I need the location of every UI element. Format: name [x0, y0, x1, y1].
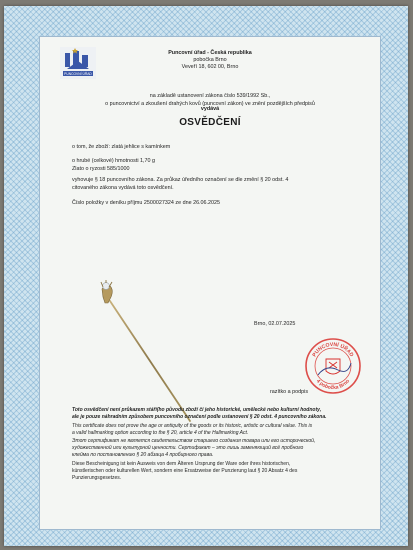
issuer-address: Veveří 18, 602 00, Brno: [181, 64, 239, 70]
signature-label: razítko a podpis: [270, 389, 309, 395]
certificate-body: [39, 36, 381, 530]
disclaimer-line: a valid hallmarking option according to the § 20, article 4 of the Hallmarking Act.: [72, 429, 249, 436]
disclaimer-cs: [72, 407, 364, 421]
issued-label: vydává: [200, 106, 220, 112]
fineness-line: Zlato o ryzosti 585/1000: [72, 165, 130, 172]
svg-text:PUNCOVNÍ ÚŘAD: PUNCOVNÍ ÚŘAD: [64, 72, 92, 77]
legal-basis-line: o puncovnictví a zkoušení drahých kovů (puncovní zákon) ve znění pozdějších předpisů: [105, 101, 315, 107]
disclaimer-ru: [72, 438, 364, 459]
disclaimer-line: This certificate does not prove the age or antiquity of the goods or its historic, artistic or cultural value. This is: [72, 422, 313, 429]
disclaimer-line: ale je pouze náhradním způsobem puncovního označení podle ustanovení § 20 odst. 4 puncovního zákona.: [72, 414, 327, 420]
subject-text: o tom, že zboží: zlatá jehlice s kamínkem: [72, 144, 171, 150]
record-number: Číslo položky v deníku příjmu 2500027324 ze dne 26.06.2025: [72, 200, 221, 206]
issuer-name: Puncovní úřad - Česká republika: [168, 50, 252, 56]
disclaimer: [72, 407, 364, 483]
disclaimer-line: клейма по постановлению § 20 абзаца 4 пробирного права.: [72, 452, 214, 459]
place-date: Brno, 02.07.2025: [254, 321, 296, 327]
compliance-text: [72, 177, 372, 192]
disclaimer-line: Punzierungsgesetzes.: [72, 474, 122, 481]
disclaimer-line: Diese Bescheinigung ist kein Ausweis von dem Älteren Ursprung der Ware oder ihres historischen,: [72, 460, 291, 467]
issuer-header: [40, 50, 380, 71]
certificate-title: OSVĚDČENÍ: [179, 117, 241, 128]
compliance-line: citovaného zákona vydává toto osvědčení.: [72, 184, 174, 191]
weight-text: [72, 158, 372, 173]
official-stamp-icon: [304, 337, 362, 395]
weight-line: o hrubé (celkové) hmotnosti 1,70 g: [72, 158, 156, 164]
disclaimer-de: [72, 461, 364, 482]
legal-basis-line: na základě ustanovení zákona číslo 539/1992 Sb.,: [149, 93, 271, 99]
disclaimer-line: Этот сертификат не является свидетельством старшего создания товара или его исторической,: [72, 438, 316, 445]
svg-text:PUNCOVNÍ ÚŘAD: PUNCOVNÍ ÚŘAD: [311, 341, 355, 359]
disclaimer-line: Toto osvědčení není průkazem stáří(ho původu zboží či jeho historické, umělecké nebo kulturní hodnoty,: [72, 407, 322, 413]
disclaimer-line: художественной или культурной ценности. Сертификат – это лишь заменяющий всё пробного: [72, 445, 304, 452]
compliance-line: vyhovuje § 18 puncovního zákona. Za průkaz úředního označení se dle změní § 20 odst. 4: [72, 177, 289, 183]
svg-text:4 pobočka Brno: 4 pobočka Brno: [314, 378, 352, 392]
issuer-branch: pobočka Brno: [193, 57, 227, 63]
disclaimer-en: [72, 423, 364, 437]
item-photo: [50, 237, 250, 427]
certificate-paper: [4, 6, 408, 546]
disclaimer-line: künstlerischen oder kulturellen Wert, sondern eine Ersatzweise der Punzierung laut § 20 Absatz 4 des: [72, 467, 298, 474]
